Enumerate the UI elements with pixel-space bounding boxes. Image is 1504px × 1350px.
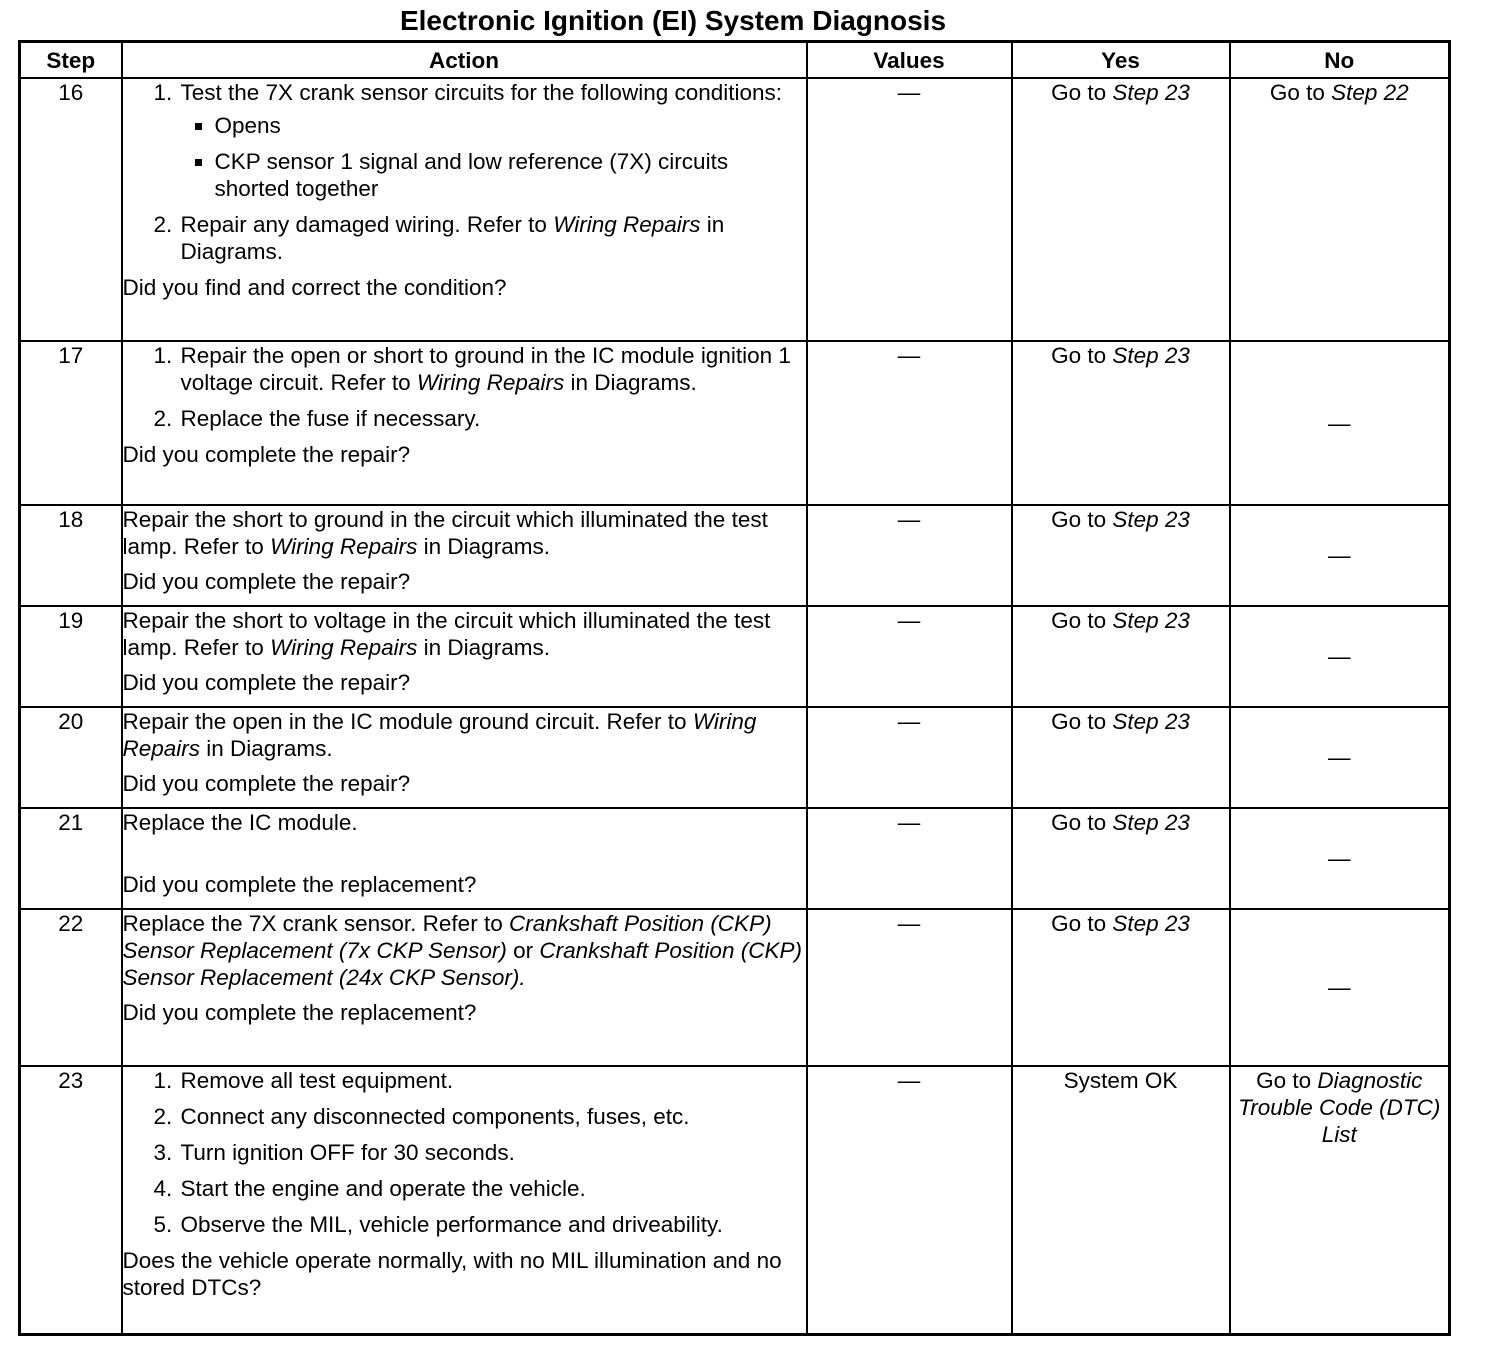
action-question: Did you complete the repair? bbox=[122, 771, 411, 796]
yes-cell: Go to Step 23 bbox=[1012, 909, 1230, 1066]
header-values: Values bbox=[807, 42, 1012, 79]
reference-link: Wiring Repairs bbox=[553, 212, 701, 237]
action-question: Did you complete the repair? bbox=[122, 442, 411, 467]
step-number: 22 bbox=[20, 909, 122, 1066]
action-cell bbox=[122, 1066, 807, 1334]
values-cell: — bbox=[807, 505, 1012, 606]
table-row bbox=[20, 606, 1450, 707]
values-cell: — bbox=[807, 606, 1012, 707]
step-number: 17 bbox=[20, 341, 122, 505]
header-step: Step bbox=[20, 42, 122, 79]
action-step: 3. Turn ignition OFF for 30 seconds. bbox=[179, 1139, 806, 1166]
step-number: 19 bbox=[20, 606, 122, 707]
no-cell: — bbox=[1230, 341, 1450, 505]
bullet-item: ▪ Opens bbox=[215, 112, 806, 139]
action-step: 2. Repair any damaged wiring. Refer to Wiring Repairs in Diagrams. bbox=[179, 211, 806, 265]
reference-link: Wiring Repairs bbox=[270, 635, 418, 660]
yes-cell: Go to Step 23 bbox=[1012, 606, 1230, 707]
action-text: Replace the IC module. bbox=[122, 810, 358, 835]
yes-cell: Go to Step 23 bbox=[1012, 808, 1230, 909]
action-question: Did you find and correct the condition? bbox=[122, 275, 507, 300]
page-title: Electronic Ignition (EI) System Diagnosis bbox=[399, 5, 947, 36]
bullet-item: ▪ CKP sensor 1 signal and low reference (7X) circuits shorted together bbox=[215, 148, 806, 202]
no-cell: — bbox=[1230, 707, 1450, 808]
action-cell bbox=[122, 341, 807, 505]
bullet-list bbox=[181, 112, 806, 202]
action-text: Repair the short to voltage in the circuit which illuminated the test lamp. Refer to Wiring Repairs in Diagrams. bbox=[122, 608, 771, 660]
no-cell: — bbox=[1230, 505, 1450, 606]
yes-cell: Go to Step 23 bbox=[1012, 707, 1230, 808]
header-yes: Yes bbox=[1012, 42, 1230, 79]
action-step: 5. Observe the MIL, vehicle performance and driveability. bbox=[179, 1211, 806, 1238]
header-row bbox=[20, 42, 1450, 79]
step-number: 20 bbox=[20, 707, 122, 808]
table-row bbox=[20, 909, 1450, 1066]
diagnosis-table bbox=[18, 40, 1451, 1336]
table-row bbox=[20, 78, 1450, 341]
yes-cell: Go to Step 23 bbox=[1012, 505, 1230, 606]
values-cell: — bbox=[807, 808, 1012, 909]
no-cell: — bbox=[1230, 909, 1450, 1066]
action-cell bbox=[122, 78, 807, 341]
table-row bbox=[20, 505, 1450, 606]
yes-cell: Go to Step 23 bbox=[1012, 78, 1230, 341]
reference-link: Wiring Repairs bbox=[416, 370, 565, 395]
reference-link: Wiring Repairs bbox=[122, 709, 757, 761]
action-cell bbox=[122, 808, 807, 909]
no-cell: Go to Step 22 bbox=[1230, 78, 1450, 341]
step-number: 16 bbox=[20, 78, 122, 341]
no-cell: Go to Diagnostic Trouble Code (DTC) List bbox=[1230, 1066, 1450, 1334]
table-row bbox=[20, 808, 1450, 909]
action-cell bbox=[122, 606, 807, 707]
values-cell: — bbox=[807, 78, 1012, 341]
action-step: 1. Test the 7X crank sensor circuits for the following conditions: ▪ Opens ▪ CKP sensor 1 signal and low reference (7X) circuits shorted together bbox=[179, 79, 806, 202]
reference-link: Crankshaft Position (CKP) Sensor Replacement (24x CKP Sensor). bbox=[122, 938, 802, 990]
action-steps bbox=[123, 79, 806, 265]
action-text: Repair the open in the IC module ground circuit. Refer to Wiring Repairs in Diagrams. bbox=[122, 709, 757, 761]
action-step: 1. Remove all test equipment. bbox=[179, 1067, 806, 1094]
action-text: Repair the short to ground in the circuit which illuminated the test lamp. Refer to Wiring Repairs in Diagrams. bbox=[122, 507, 768, 559]
action-step: 2. Replace the fuse if necessary. bbox=[179, 405, 806, 432]
values-cell: — bbox=[807, 707, 1012, 808]
yes-cell: System OK bbox=[1012, 1066, 1230, 1334]
table-row bbox=[20, 341, 1450, 505]
action-step: 1. Repair the open or short to ground in the IC module ignition 1 voltage circuit. Refer to Wiring Repairs in Diagrams. bbox=[179, 342, 806, 396]
header-no: No bbox=[1230, 42, 1450, 79]
action-cell bbox=[122, 909, 807, 1066]
action-steps bbox=[123, 342, 806, 432]
reference-link: Wiring Repairs bbox=[270, 534, 418, 559]
values-cell: — bbox=[807, 1066, 1012, 1334]
action-question: Did you complete the repair? bbox=[122, 670, 411, 695]
action-step: 4. Start the engine and operate the vehicle. bbox=[179, 1175, 806, 1202]
action-question: Did you complete the replacement? bbox=[122, 1000, 477, 1025]
action-question: Did you complete the replacement? bbox=[122, 872, 477, 897]
values-cell: — bbox=[807, 341, 1012, 505]
table-row bbox=[20, 707, 1450, 808]
header-action: Action bbox=[122, 42, 807, 79]
action-question: Does the vehicle operate normally, with no MIL illumination and no stored DTCs? bbox=[122, 1248, 782, 1300]
yes-cell: Go to Step 23 bbox=[1012, 341, 1230, 505]
action-question: Did you complete the repair? bbox=[122, 569, 411, 594]
action-steps bbox=[123, 1067, 806, 1238]
step-number: 23 bbox=[20, 1066, 122, 1334]
action-cell bbox=[122, 707, 807, 808]
step-number: 21 bbox=[20, 808, 122, 909]
no-cell: — bbox=[1230, 808, 1450, 909]
action-cell bbox=[122, 505, 807, 606]
no-cell: — bbox=[1230, 606, 1450, 707]
table-row bbox=[20, 1066, 1450, 1334]
action-step: 2. Connect any disconnected components, fuses, etc. bbox=[179, 1103, 806, 1130]
action-text: Replace the 7X crank sensor. Refer to Crankshaft Position (CKP) Sensor Replacement (7x CKP Sensor) or Crankshaft Position (CKP) Sensor Replacement (24x CKP Sensor). bbox=[122, 911, 802, 990]
reference-link: Crankshaft Position (CKP) Sensor Replacement (7x CKP Sensor) bbox=[122, 911, 772, 963]
values-cell: — bbox=[807, 909, 1012, 1066]
step-number: 18 bbox=[20, 505, 122, 606]
